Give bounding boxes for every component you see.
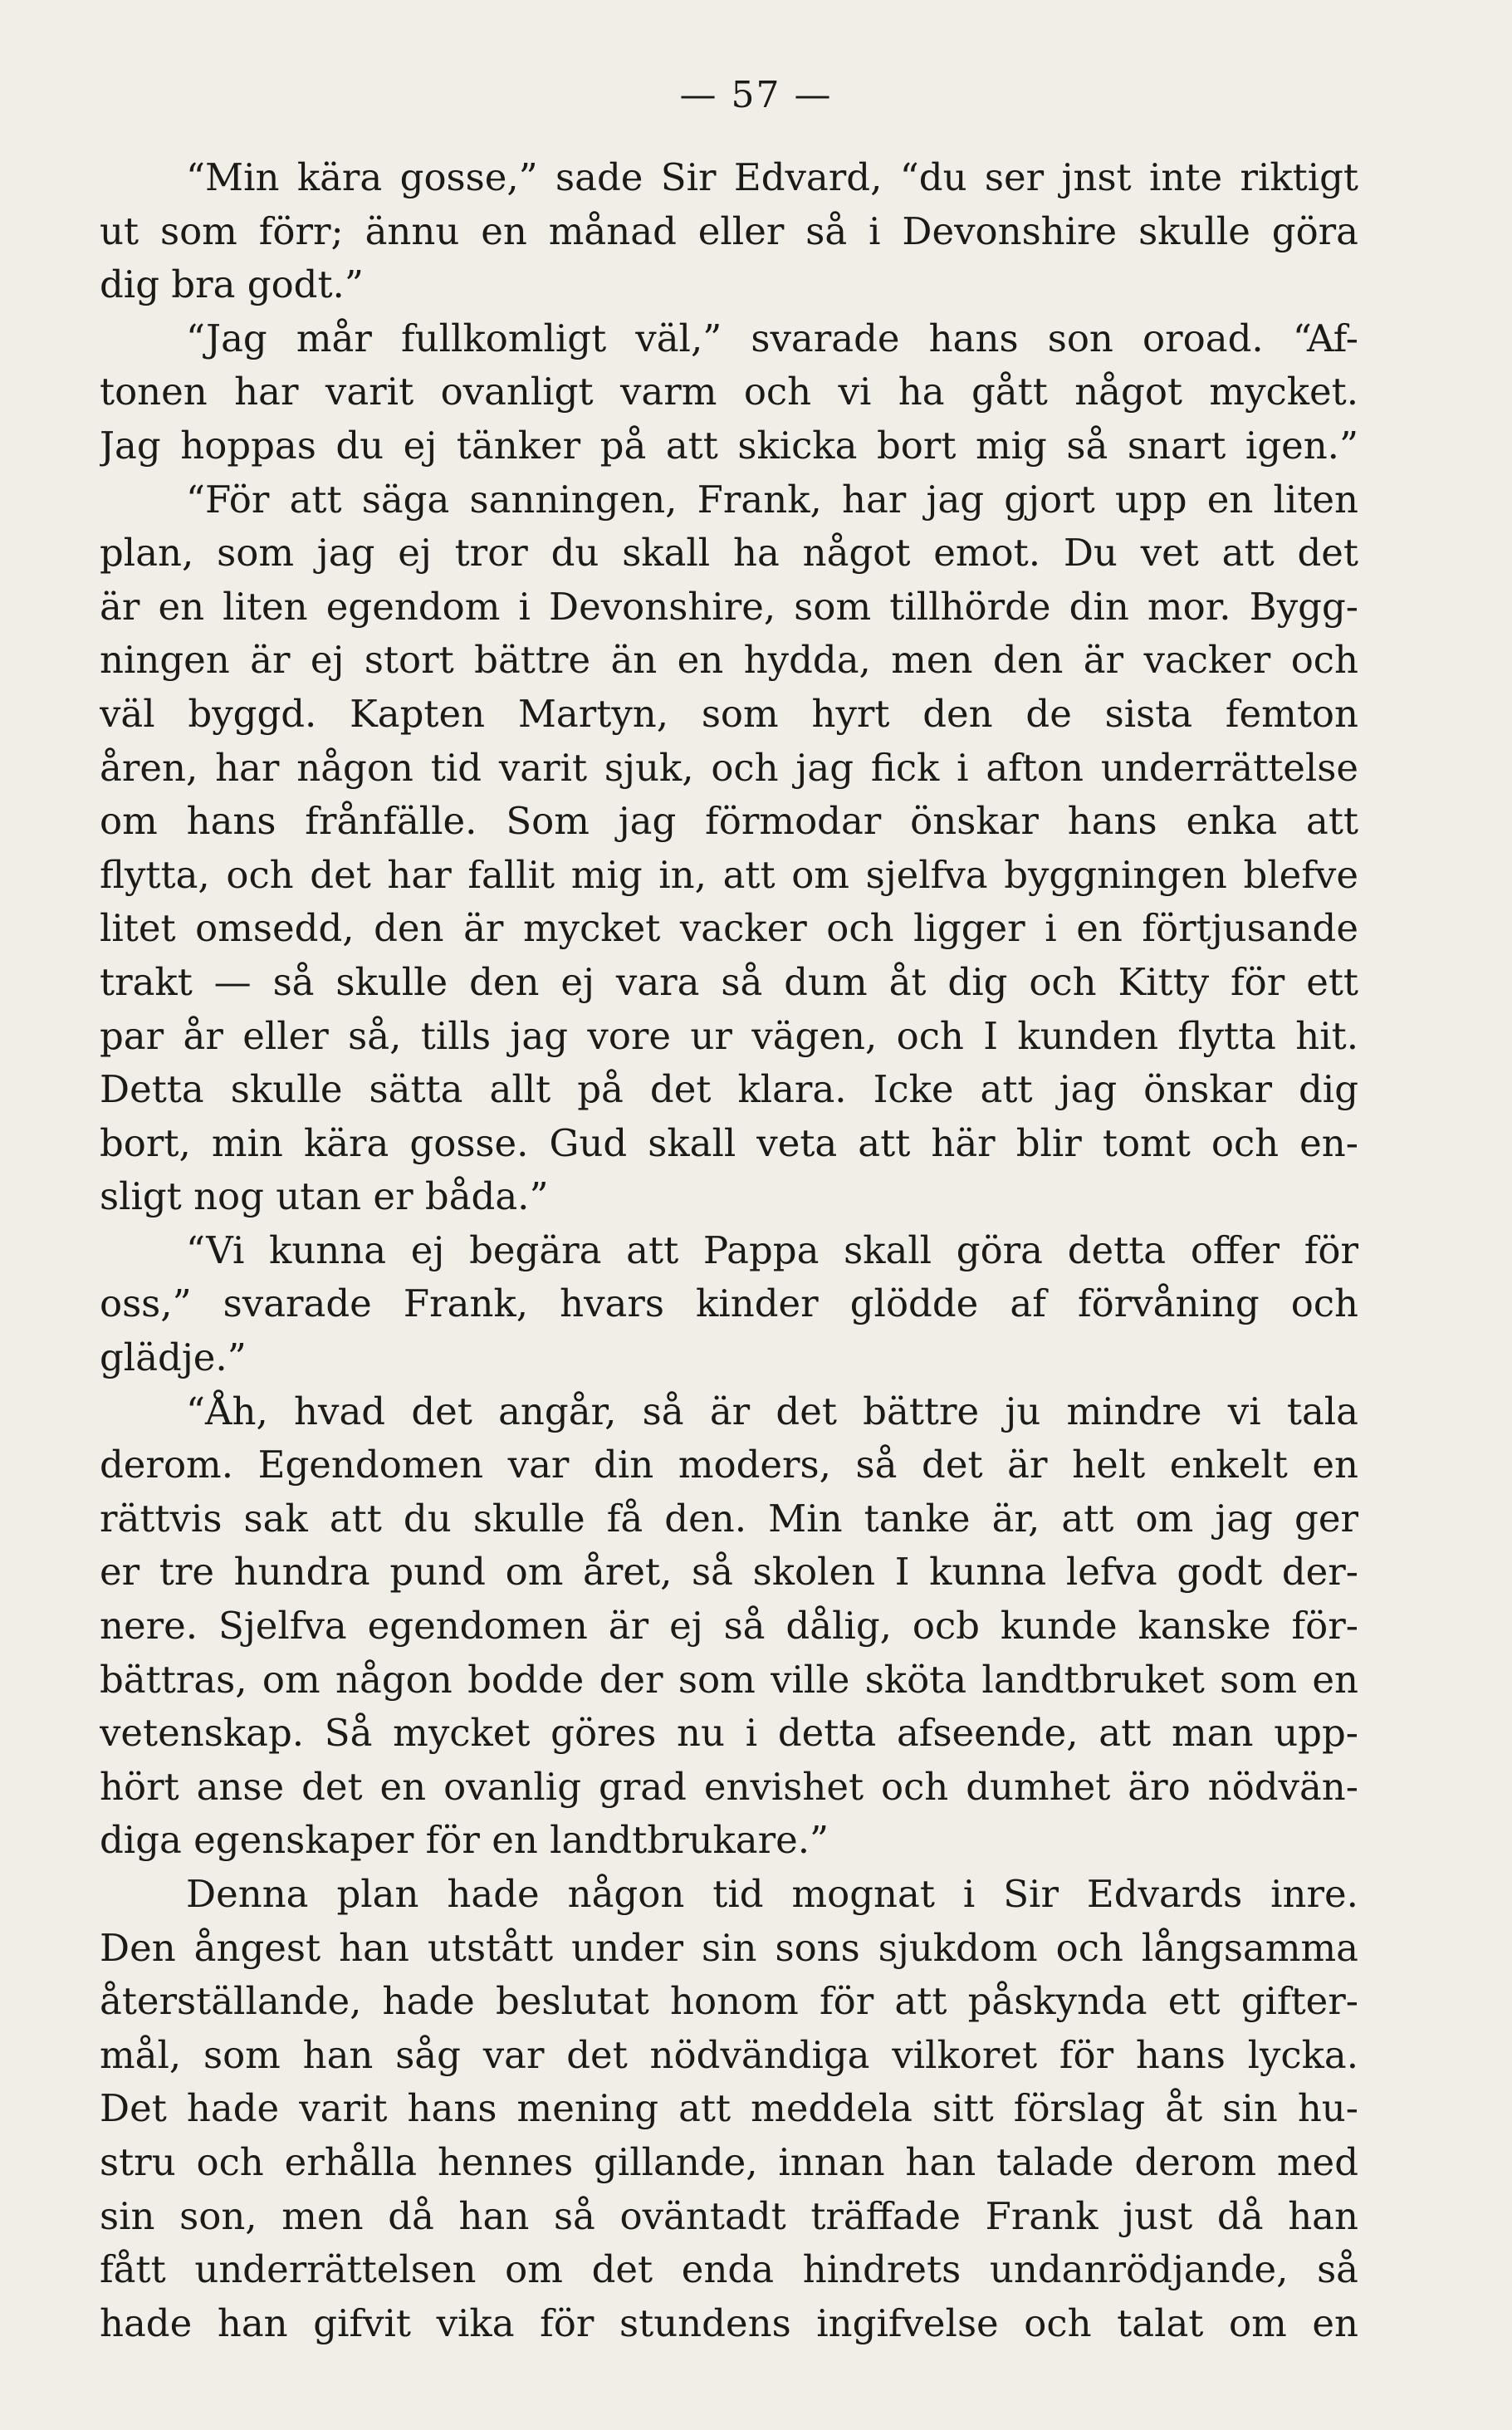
page-number: — 57 —: [679, 74, 833, 116]
text-line: sin son, men då han så oväntadt träffade Frank just då han: [100, 2193, 1358, 2238]
text-line: nere. Sjelfva egendomen är ej så dålig, ocb kunde kanske för-: [100, 1604, 1358, 1649]
text-line: “Jag mår fullkomligt väl,” svarade hans son oroad. “Af-: [186, 316, 1358, 360]
text-line: flytta, och det har fallit mig in, att om sjelfva byggningen blefve: [100, 852, 1358, 897]
body-text: [100, 151, 1358, 2350]
text-line: stru och erhålla hennes gillande, innan han talade derom med: [100, 2139, 1358, 2184]
text-line: bättras, om någon bodde der som ville sköta landtbruket som en: [100, 1657, 1358, 1702]
text-line: er tre hundra pund om året, så skolen I kunna lefva godt der-: [100, 1550, 1358, 1595]
text-line: Det hade varit hans mening att meddela sitt förslag åt sin hu-: [100, 2086, 1358, 2131]
text-line: återställande, hade beslutat honom för att påskynda ett gifter-: [100, 1979, 1358, 2024]
text-line: är en liten egendom i Devonshire, som tillhörde din mor. Bygg-: [100, 584, 1358, 629]
text-line: litet omsedd, den är mycket vacker och ligger i en förtjusande: [100, 906, 1358, 951]
text-line: Detta skulle sätta allt på det klara. Icke att jag önskar dig: [100, 1067, 1358, 1112]
text-line: åren, har någon tid varit sjuk, och jag fick i afton underrättelse: [100, 745, 1358, 790]
text-line: “Vi kunna ej begära att Pappa skall göra detta offer för: [186, 1227, 1358, 1272]
text-line: Denna plan hade någon tid mognat i Sir Edvards inre.: [186, 1872, 1358, 1916]
text-line: plan, som jag ej tror du skall ha något emot. Du vet att det: [100, 531, 1358, 576]
text-line: derom. Egendomen var din moders, så det är helt enkelt en: [100, 1443, 1358, 1487]
text-line: Jag hoppas du ej tänker på att skicka bort mig så snart igen.”: [100, 423, 1358, 468]
text-line: par år eller så, tills jag vore ur vägen, och I kunden flytta hit.: [100, 1013, 1358, 1058]
text-line: fått underrättelsen om det enda hindrets undanrödjande, så: [100, 2247, 1358, 2292]
text-line: väl byggd. Kapten Martyn, som hyrt den de sista femton: [100, 691, 1358, 736]
text-line: rättvis sak att du skulle få den. Min tanke är, att om jag ger: [100, 1496, 1358, 1541]
text-line: bort, min kära gosse. Gud skall veta att här blir tomt och en-: [100, 1120, 1358, 1165]
text-line: trakt — så skulle den ej vara så dum åt dig och Kitty för ett: [100, 959, 1358, 1004]
text-line: dig bra godt.”: [100, 262, 364, 307]
text-line: sligt nog utan er båda.”: [100, 1174, 549, 1219]
text-line: tonen har varit ovanligt varm och vi ha gått något mycket.: [100, 370, 1358, 414]
text-line: mål, som han såg var det nödvändiga vilkoret för hans lycka.: [100, 2032, 1358, 2077]
text-line: ningen är ej stort bättre än en hydda, men den är vacker och: [100, 638, 1358, 683]
text-line: Den ångest han utstått under sin sons sjukdom och långsamma: [100, 1925, 1358, 1970]
text-line: hade han gifvit vika för stundens ingifvelse och talat om en: [100, 2300, 1358, 2345]
text-line: “Min kära gosse,” sade Sir Edvard, “du ser jnst inte riktigt: [186, 155, 1358, 199]
text-line: om hans frånfälle. Som jag förmodar önskar hans enka att: [100, 799, 1358, 844]
text-line: oss,” svarade Frank, hvars kinder glödde af förvåning och: [100, 1281, 1358, 1326]
text-line: hört anse det en ovanlig grad envishet och dumhet äro nödvän-: [100, 1764, 1358, 1809]
text-line: “Åh, hvad det angår, så är det bättre ju mindre vi tala: [186, 1389, 1358, 1433]
text-line: diga egenskaper för en landtbrukare.”: [100, 1818, 829, 1863]
text-line: ut som förr; ännu en månad eller så i Devonshire skulle göra: [100, 208, 1358, 253]
text-line: “För att säga sanningen, Frank, har jag gjort upp en liten: [186, 477, 1358, 522]
text-line: glädje.”: [100, 1335, 247, 1380]
text-line: vetenskap. Så mycket göres nu i detta afseende, att man upp-: [100, 1711, 1358, 1756]
